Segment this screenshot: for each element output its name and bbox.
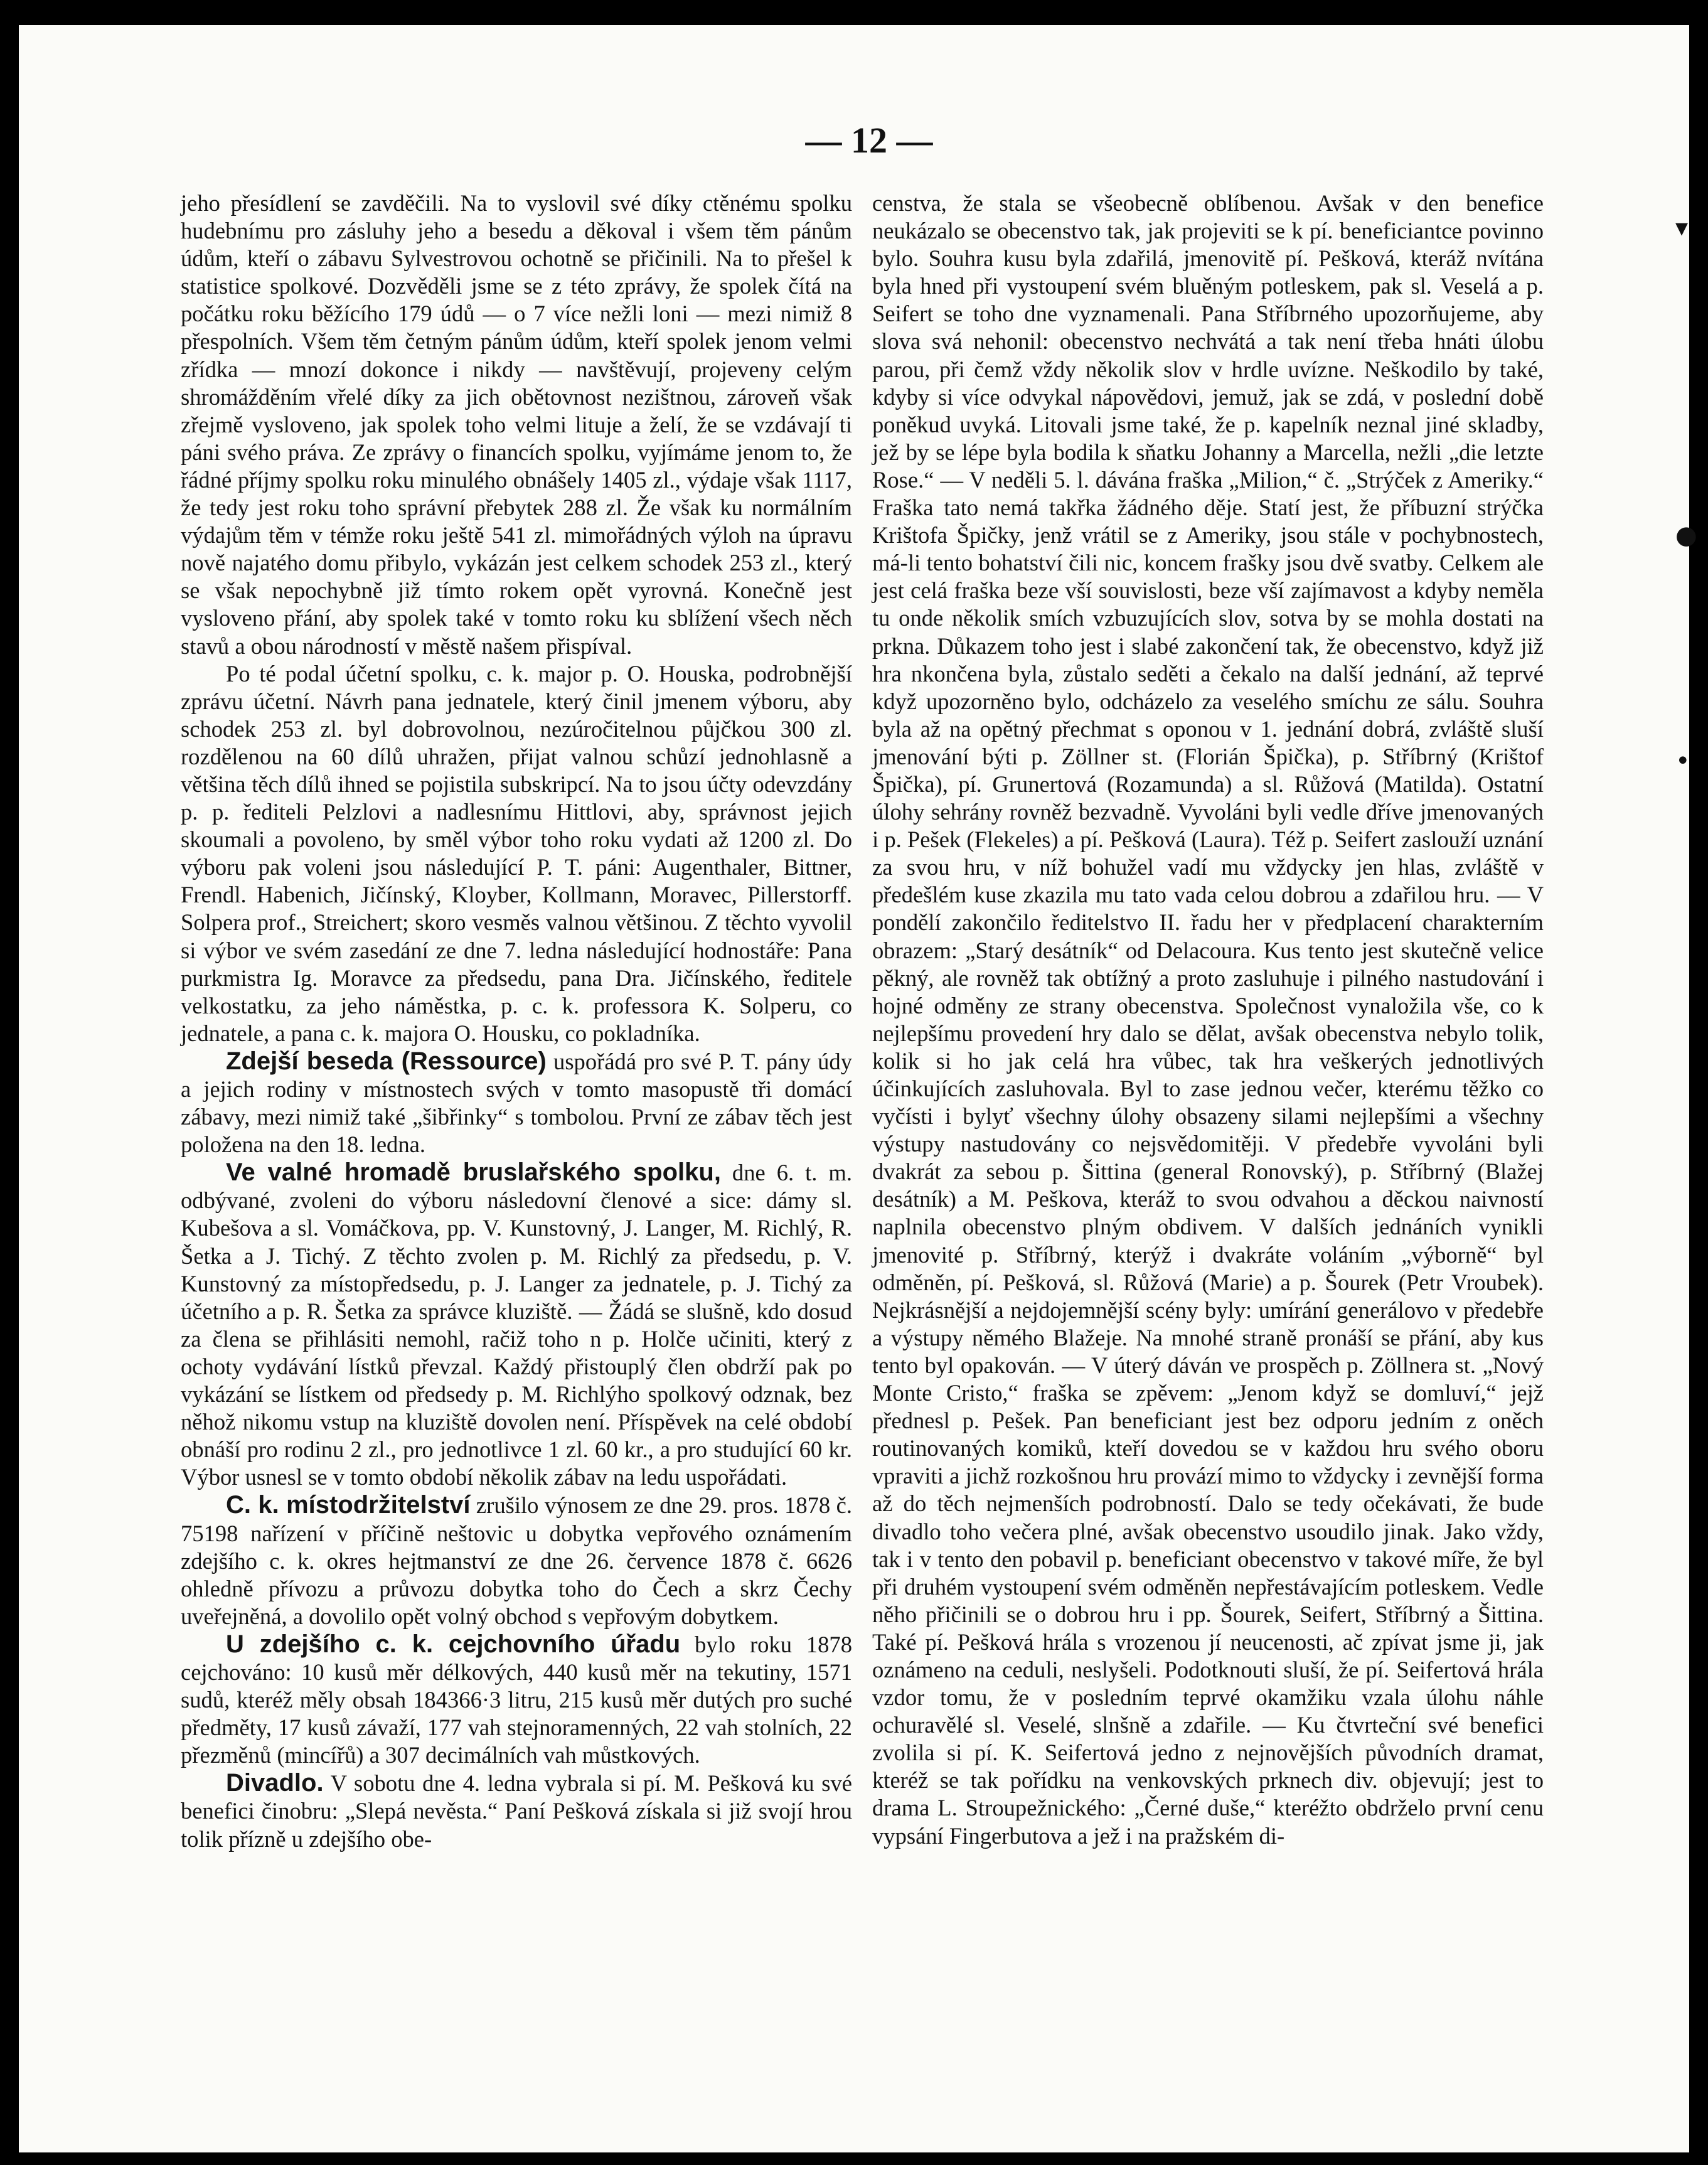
newspaper-page (19, 25, 1697, 2152)
heading-mistodrzitelstvi: C. k. místodržitelství (226, 1491, 471, 1519)
page-number: — 12 — (805, 120, 933, 161)
heading-divadlo: Divadlo. (226, 1769, 324, 1797)
left-paragraph-2: Po té podal účetní spolku, c. k. major p. O. Houska, podrobnější zprávu účetní. Návrh pana jednatele, který činil jmenem výboru, aby schodek 253 zl. byl dobrovolnou, nezúročitelnou půjčkou 300 zl. rozdělenou na 60 dílů uhražen, přijat valnou schůzí jednohlasně a většina těch dílů ihned se pojistila subskripcí. Na to jsou účty odevzdány p. p. řediteli Pelzlovi a nadlesnímu Hittlovi, aby, správnost jejich skoumali a povoleno, by směl výbor toho roku vydati až 1200 zl. Do výboru pak voleni jsou následující P. T. páni: Augenthaler, Bittner, Frendl. Habenich, Jičínský, Kloyber, Kollmann, Moravec, Pillerstorff. Solpera prof., Streichert; skoro vesměs valnou většinou. Z těchto vyvolil si výbor ve svém zasedání ze dne 7. ledna následující hodnostáře: Pana purkmistra Ig. Moravce za předsedu, pana Dra. Jičínského, ředitele velkostatku, za jeho náměstka, p. c. k. professora K. Solperu, co jednatele, a pana c. k. majora O. Housku, co pokladníka. (181, 660, 852, 1046)
left-column (181, 190, 852, 2097)
margin-mark-icon: ▾ (1675, 213, 1689, 242)
right-column (872, 190, 1544, 2097)
heading-beseda: Zdejší beseda (Ressource) (226, 1047, 547, 1075)
text-beseda: uspořádá pro své P. T. pány údy a jejich rodiny v místnostech svých v tomto masopustě tři domácí zábavy, mezi nimiž také „šibřinky“ s tombolou. První ze zábav těch jest položena na den 18. ledna. (181, 1048, 852, 1158)
right-paragraph-1: censtva, že stala se všeobecně oblíbenou. Avšak v den benefice neukázalo se obecenstvo tak, jak projeviti se k pí. beneficiantce povinno bylo. Souhra kusu byla zdařilá, jmenovitě pí. Pešková, kteráž nvítána byla hned při vystoupení svém bluěným potleskem, pak sl. Veselá a p. Seifert se toho dne vyznamenali. Pana Stříbrného upozorňujeme, aby slova svá nehonil: obecenstvo nechvátá a tak není třeba hnáti úlobu parou, při čemž vždy několik slov v hrdle uvízne. Neškodilo by také, kdyby si více odvykal nápovědovi, jemuž, jak se zdá, v poslední době poněkud uvyká. Litovali jsme také, že p. kapelník neznal jiné skladby, jež by se lépe byla bodila k sňatku Johanny a Marcella, nežli „die letzte Rose.“ — V neděli 5. l. dávána fraška „Milion,“ č. „Strýček z Ameriky.“ Fraška tato nemá takřka žádného děje. Statí jest, že příbuzní strýčka Krištofa Špičky, jenž vrátil se z Ameriky, jsou stále v pochybnostech, má-li tento bohatství čili nic, koncem frašky jsou dvě svatby. Celkem ale jest celá fraška beze vší souvislosti, beze vší zajímavost a kdyby neměla tu onde několik smích vzbuzujících slov, sotva by se mohla dostati na prkna. Důkazem toho jest i slabé zakončení tak, že obecenstvo, když již hra nkončena byla, zůstalo seděti a čekalo na další jednání, až teprvé když upozorněno bylo, odcházelo za veselého smíchu ze sálu. Souhra byla až na opětný přechmat s oponou v 1. jednání dobrá, zvláště sluší jmenování býti p. Zöllner st. (Florián Špička), p. Stříbrný (Krištof Špička), pí. Grunertová (Rozamunda) a sl. Růžová (Matilda). Ostatní úlohy sehrány rovněž bezvadně. Vyvoláni byli vedle dříve jmenovaných i p. Pešek (Flekeles) a pí. Pešková (Laura). Též p. Seifert zaslouží uznání za svou hru, v níž bohužel vadí mu vždycky jen hlas, zvláště v předešlém kuse zkazila mu tato vada celou dobrou a zdařilou hru. — V pondělí zakončilo ředitelstvo II. řadu her v předplacení charakterním obrazem: „Starý desátník“ od Delacoura. Kus tento jest skutečně velice pěkný, ale rovněž tak obtížný a proto zasluhuje i pilného nastudování i hojné odměny ze strany obecenstva. Společnost vynaložila vše, co k nejlepšímu provedení hry dalo se dělat, avšak obecenstva nebylo tolik, kolik si ho jak celá hra vůbec, tak hra veškerých jednotlivých účinkujících zasluhovala. Byl to zase jednou večer, kterému těžko co vyčísti i bylyť všechny úlohy obsazeny silami nejlepšími a všechny výstupy nastudovány co nejsvědomitěji. V předebře vyvoláni byli dvakrát za sebou p. Šittina (general Ronovský), p. Stříbrný (Blažej desátník) a M. Peškova, kteráž to svou odvahou a děckou naivností naplnila obecenstvo plným obdivem. V dalších jednáních vynikli jmenovité p. Stříbrný, kterýž i dvakráte voláním „výborně“ byl odměněn, pí. Pešková, sl. Růžová (Marie) a p. Šourek (Petr Vroubek). Nejkrásnější a nejdojemnější scény byly: umírání generálovo v předebře a výstupy němého Blažeje. Na mnohé straně pronáší se přání, aby kus tento byl opakován. — V úterý dáván ve prospěch p. Zöllnera st. „Nový Monte Cristo,“ fraška se zpěvem: „Jenom když se domluví,“ jejž přednesl p. Pešek. Pan beneficiant jest bez odporu jedním z oněch routinovaných komiků, kteří dovedou se v každou hru svého oboru vpraviti a jichž rozkošnou hru provází mimo to vždycky i zevnější forma až do těch nejmenších podrobností. Dalo se tedy očekávati, že bude divadlo toho večera plné, avšak obecenstvo usoudilo jinak. Jako vždy, tak i v tento den pobavil p. beneficiant obecenstvo v takové míře, že byl při druhém vystoupení svém odměněn nepřestávajícím potleskem. Vedle něho přičinili se o dobrou hru i pp. Šourek, Seifert, Stříbrný a Šittina. Také pí. Pešková hrála s vrozenou jí neucenosti, ač zpívat jsme ji, jak oznámeno na ceduli, neslyšeli. Podotknouti sluší, že pí. Seifertová hrála vzdor tomu, že v posledním teprvé okamžiku vzala úlohu náhle ochuravělé sl. Veselé, slnšně a zdařile. — Ku čtvrteční své benefici zvolila si pí. K. Seifertová jedno z nejnovějších původních dramat, kteréž se tak pořídku na venkovských prknech div. objevují; jest to drama L. Stroupežnického: „Černé duše,“ kteréžto obdrželo první cenu vypsání Fingerbutova a jež i na pražském di- (872, 190, 1544, 1849)
left-paragraph-6 (181, 1630, 852, 1769)
margin-bullet-icon: ● (1675, 521, 1697, 550)
margin-dot-icon: • (1675, 747, 1690, 776)
text-cejchovni-urad: bylo roku 1878 cejchováno: 10 kusů měr délkových, 440 kusů měr na tekutiny, 1571 sudů, kteréž měly obsah 184366·3 litru, 215 kusů měr dutých pro suché předměty, 17 kusů závaží, 177 vah stejnoramenných, 22 vah stolních, 22 přezměnů (mincířů) a 307 decimálních vah můstkových. (181, 1631, 852, 1768)
left-paragraph-4 (181, 1158, 852, 1491)
left-paragraph-5 (181, 1491, 852, 1630)
heading-bruslarsky-spolek: Ve valné hromadě bruslařského spolku, (226, 1158, 721, 1187)
heading-cejchovni-urad: U zdejšího c. k. cejchovního úřadu (226, 1630, 681, 1658)
left-paragraph-3 (181, 1047, 852, 1158)
text-bruslarsky-spolek: dne 6. t. m. odbývané, zvoleni do výboru následovní členové a sice: dámy sl. Kubešova a sl. Vomáčkova, pp. V. Kunstovný, J. Langer, M. Richlý, R. Šetka a J. Tichý. Z těchto zvolen p. M. Richlý za předsedu, p. V. Kunstovný za místopředsedu, p. J. Langer za jednatele, p. J. Tichý za účetního a p. R. Šetka za správce kluziště. — Žádá se slušně, kdo dosud za člena se přihlásiti nemohl, račiž toho n p. Holče učiniti, který z ochoty vydávání lístků převzal. Každý přistouplý člen obdrží pak po vykázání se lístkem od předsedy p. M. Richlýho spolkový odznak, bez něhož nikomu vstup na kluziště dovolen není. Příspěvek na celé období obnáší pro rodinu 2 zl., pro jednotlivce 1 zl. 60 kr., a pro studující 60 kr. Výbor usnesl se v tomto období několik zábav na ledu uspořádati. (181, 1160, 852, 1490)
text-divadlo: V sobotu dne 4. ledna vybrala si pí. M. Pešková ku své benefici činobru: „Slepá nevěsta.“ Paní Pešková získala si již svojí hrou tolik přízně u zdejšího obe- (181, 1770, 853, 1852)
text-mistodrzitelstvi: zrušilo výnosem ze dne 29. pros. 1878 č. 75198 nařízení v příčině neštovic u dobytka vepřového oznámením zdejšího c. k. okres hejtmanství ze dne 26. července 1878 č. 6626 ohledně přívozu a průvozu dobytka toho do Čech a skrz Čechy uveřejněná, a dovolilo opět volný obchod s vepřovým dobytkem. (181, 1492, 853, 1629)
left-paragraph-7 (181, 1769, 852, 1852)
left-paragraph-1: jeho přesídlení se zavděčili. Na to vyslovil své díky ctěnému spolku hudebnímu pro zásluhy jeho a besedu a děkoval i všem těm pánům údům, kteří o zábavu Sylvestrovou ochotně se přičinili. Na to přešel k statistice spolkové. Dozvěděli jsme se z této zprávy, že spolek čítá na počátku roku běžícího 179 údů — o 7 více nežli loni — mezi nimiž 8 přespolních. Všem těm četným pánům údům, kteří spolek jenom velmi zřídka — mnozí dokonce i nikdy — navštěvují, projeveny celým shromážděním vřelé díky za jich obětovnost nezištnou, zároveň však zřejmě vysloveno, jak spolek toho velmi lituje a želí, že se vzdávají ti páni svého práva. Ze zprávy o financích spolku, vyjímáme jenom to, že řádné příjmy spolku roku minulého obnášely 1405 zl., výdaje však 1117, že tedy jest roku toho správní přebytek 288 zl. Že však ku normálním výdajům těm v témže roku ještě 541 zl. mimořádných výloh na úpravu nově najatého domu přibylo, vykázán jest celkem schodek 253 zl., který se však nepochybně již tímto rokem opět vyrovná. Konečně jest vysloveno přání, aby spolek také v tomto roku ku sblížení všech něch stavů a obou národností v městě našem přispíval. (181, 190, 852, 659)
